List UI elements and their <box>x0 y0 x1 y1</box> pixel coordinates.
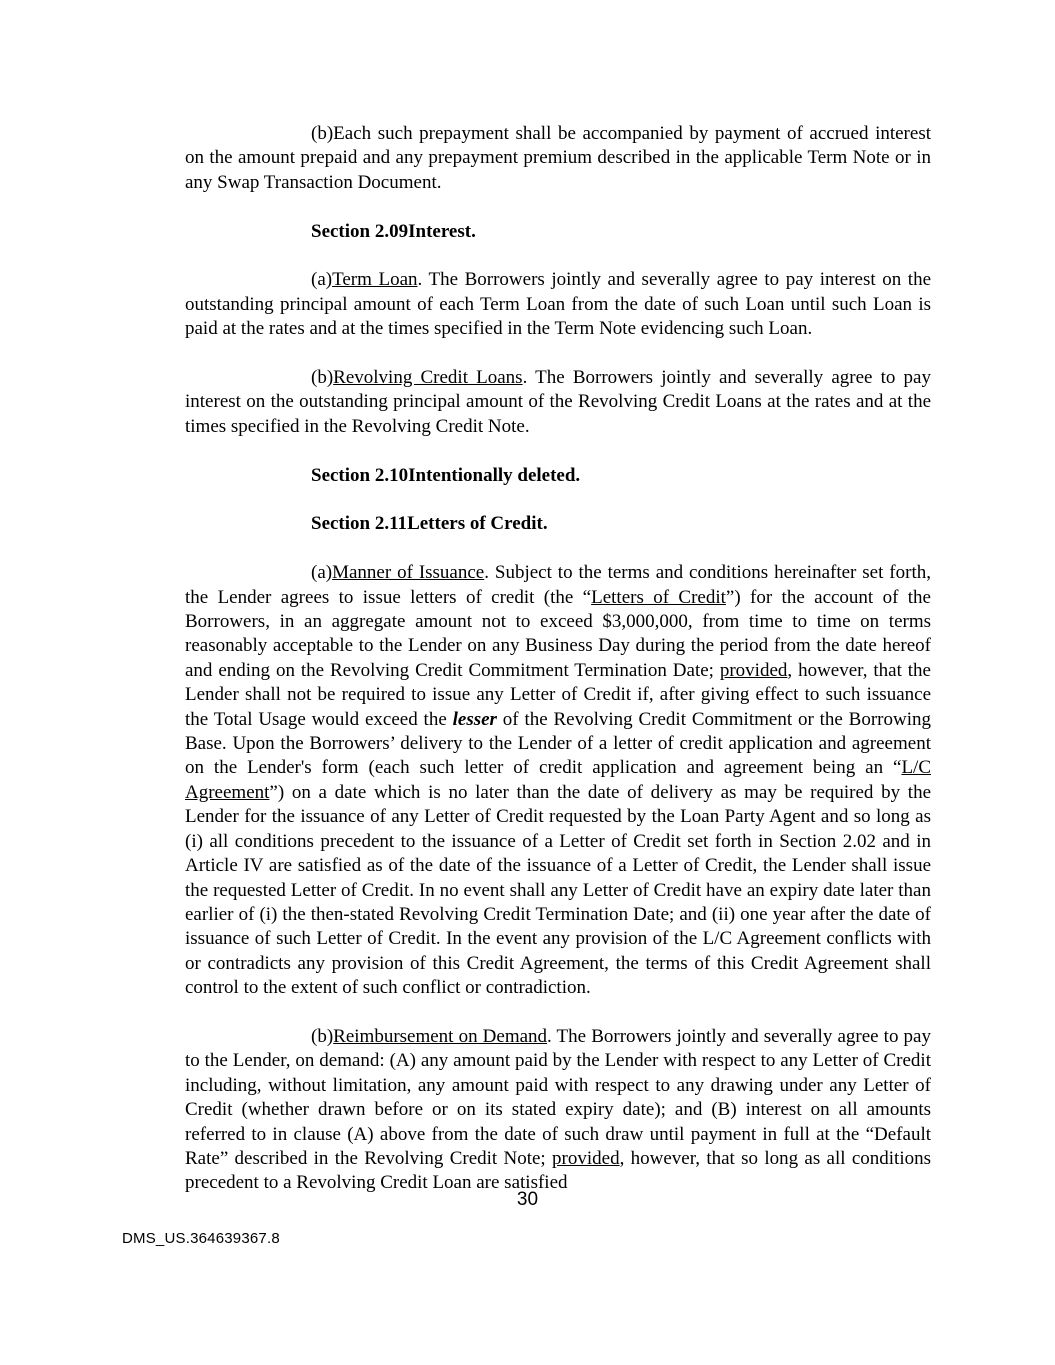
paragraph-marker: (b) <box>311 123 334 144</box>
body-text: Letters of Credit. <box>407 513 548 535</box>
defined-term: L/C Agreement <box>185 757 931 803</box>
paragraph <box>185 366 931 439</box>
paragraph <box>185 268 931 341</box>
page-number: 30 <box>516 1189 539 1210</box>
body-text: of the Revolving Credit Commitment or the Borrowing Base. Upon the Borrowers’ delivery to the Lender of a letter of credit application and agreement on the Lender's form (each such letter of credit application and agreement being an “ <box>185 708 931 779</box>
body-text: ”) on a date which is no later than the date of delivery as may be required by the Lender for the issuance of any Letter of Credit requested by the Loan Party Agent and so long as (i) all conditions precedent to the issuance of a Letter of Credit set forth in Section 2.02 and in Article IV are satisfied as of the date of the issuance of a Letter of Credit, the Lender shall issue the requested Letter of Credit. In no event shall any Letter of Credit have an expiry date later than earlier of (i) the then-stated Revolving Credit Termination Date; and (ii) one year after the date of issuance of such Letter of Credit. In the event any provision of the L/C Agreement conflicts with or contradicts any provision of this Credit Agreement, the terms of this Credit Agreement shall control to the extent of such conflict or contradiction. <box>185 781 931 999</box>
body-text: Intentionally deleted. <box>408 464 581 486</box>
body-text: . The Borrowers jointly and severally agree to pay to the Lender, on demand: (A) any amount paid by the Lender with respect to any Letter of Credit including, without limitation, any amount paid with respect to any drawing under any Letter of Credit (whether drawn before or on its stated expiry date); and (B) interest on all amounts referred to in clause (A) above from the date of such draw until payment in full at the “Default Rate” described in the Revolving Credit Note; <box>185 1025 931 1169</box>
body-text: Interest. <box>408 220 476 242</box>
paragraph-marker: (a) <box>311 562 333 584</box>
paragraph-marker: (b) <box>311 1025 334 1047</box>
body-text: ”) for the account of the Borrowers, in an aggregate amount not to exceed $3,000,000, from time to time on terms reasonably acceptable to the Lender on any Business Day during the period from the date hereof and ending on the Revolving Credit Commitment Termination Date; <box>185 586 931 681</box>
section-heading <box>185 464 931 488</box>
body-text: , however, that the Lender shall not be required to issue any Letter of Credit if, after giving effect to such issuance the Total Usage would exceed the <box>185 659 931 730</box>
section-number: Section 2.10 <box>311 464 409 486</box>
paragraph <box>185 122 931 195</box>
body-text: . Subject to the terms and conditions hereinafter set forth, the Lender agrees to issue letters of credit (the “ <box>185 562 931 608</box>
body-text: . The Borrowers jointly and severally agree to pay interest on the outstanding principal amount of the Revolving Credit Loans at the rates and at the times specified in the Revolving Credit Note. <box>185 367 931 437</box>
defined-term: Letters of Credit <box>591 586 726 608</box>
paragraph <box>185 1025 931 1196</box>
section-heading <box>185 512 931 536</box>
defined-term: Manner of Issuance <box>332 562 485 584</box>
paragraph-marker: (a) <box>311 269 333 291</box>
emphasis: lesser <box>452 708 497 730</box>
paragraph <box>185 561 931 1000</box>
defined-term: provided <box>552 1147 620 1169</box>
section-number: Section 2.11 <box>311 513 408 535</box>
defined-term: Revolving Credit Loans <box>333 367 523 389</box>
section-heading <box>185 220 931 244</box>
body-text: , however, that so long as all conditions precedent to a Revolving Credit Loan are satisfied <box>185 1147 931 1194</box>
section-number: Section 2.09 <box>311 220 409 242</box>
document-id-footer: DMS_US.364639367.8 <box>122 1230 280 1247</box>
defined-term: provided <box>719 659 788 681</box>
defined-term: Term Loan <box>332 269 418 291</box>
defined-term: Reimbursement on Demand <box>333 1025 548 1047</box>
body-text: . The Borrowers jointly and severally agree to pay interest on the outstanding principal amount of each Term Loan from the date of such Loan until such Loan is paid at the rates and at the times specified in the Term Note evidencing such Loan. <box>185 269 932 340</box>
body-text: Each such prepayment shall be accompanied by payment of accrued interest on the amount prepaid and any prepayment premium described in the applicable Term Note or in any Swap Transaction Document. <box>185 123 931 193</box>
document-body <box>185 122 931 1220</box>
paragraph-marker: (b) <box>311 367 334 389</box>
